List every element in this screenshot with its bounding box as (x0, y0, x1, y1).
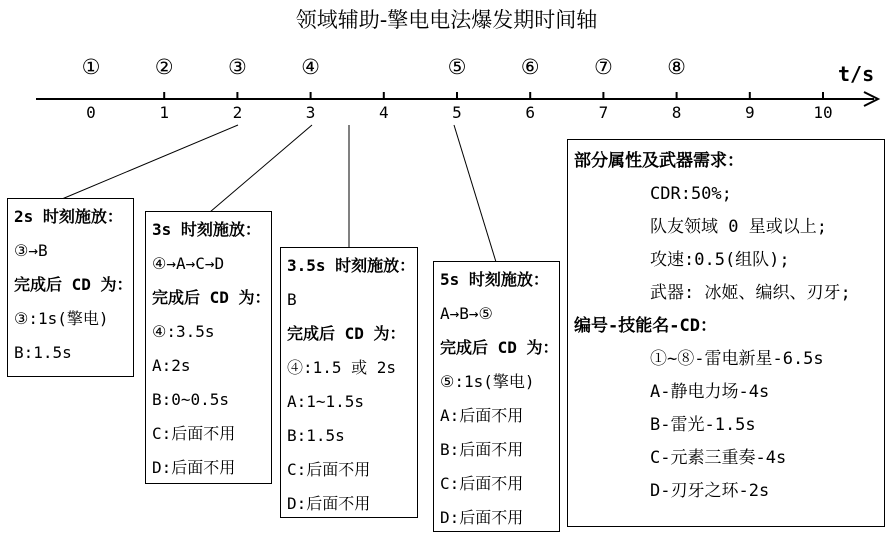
box-3-5s-line-2: 完成后 CD 为： (287, 324, 406, 343)
skill-item: C-元素三重奏-4s (650, 448, 787, 468)
box-5s (433, 261, 560, 532)
skill-item: ①~⑧-雷电新星-6.5s (650, 349, 824, 369)
box-5s-line-0: 5s 时刻施放： (440, 270, 549, 289)
tick-label: 1 (159, 103, 169, 122)
tick-label: 10 (813, 103, 833, 122)
box-5s-line-2: 完成后 CD 为： (440, 338, 559, 357)
skill-marker: ⑥ (520, 55, 540, 79)
tick-marks (164, 92, 823, 99)
skill-marker: ② (154, 55, 174, 79)
tick-label: 6 (525, 103, 535, 122)
connector-5s (454, 125, 496, 262)
box-3s-line-5: B:0~0.5s (152, 390, 230, 409)
box-5s-line-6: C:后面不用 (440, 474, 524, 493)
info-panel (567, 139, 885, 527)
skill-item: B-雷光-1.5s (650, 415, 756, 435)
box-5s-line-7: D:后面不用 (440, 508, 524, 527)
box-3-5s-line-5: B:1.5s (287, 426, 345, 445)
box-5s-line-1: A→B→⑤ (440, 304, 493, 323)
skill-marker: ⑤ (447, 55, 467, 79)
box-3-5s-line-4: A:1~1.5s (287, 392, 365, 411)
tick-label: 4 (378, 103, 389, 122)
skill-marker: ⑧ (667, 55, 686, 79)
attr-item: CDR:50%; (650, 184, 732, 204)
connector-3s (210, 125, 312, 212)
box-2s-line-4: B:1.5s (14, 343, 72, 362)
box-3-5s-line-6: C:后面不用 (287, 460, 371, 479)
box-3-5s (280, 247, 418, 518)
tick-label: 2 (232, 103, 243, 122)
box-3-5s-line-3: ④:1.5 或 2s (287, 358, 397, 377)
box-3s-line-3: ④:3.5s (152, 322, 215, 341)
attr-item: 攻速:0.5(组队); (650, 250, 790, 270)
box-3s-line-4: A:2s (152, 356, 191, 375)
tick-label: 9 (744, 103, 755, 122)
box-3-5s-line-7: D:后面不用 (287, 494, 371, 513)
connector-2s (62, 125, 238, 199)
box-3s-line-1: ④→A→C→D (152, 254, 225, 273)
skill-heading: 编号-技能名-CD： (574, 316, 717, 336)
attr-item: 队友领域 0 星或以上; (650, 217, 827, 237)
skill-marker: ③ (227, 55, 247, 79)
box-2s-line-1: ③→B (14, 241, 48, 260)
box-3s (145, 211, 272, 484)
tick-label: 7 (598, 103, 609, 122)
skill-marker: ④ (301, 55, 320, 79)
tick-label: 3 (305, 103, 316, 122)
attr-item: 武器: 冰姬、编织、刃牙; (650, 283, 851, 303)
tick-label: 8 (671, 103, 682, 122)
box-2s-line-3: ③:1s(擎电) (14, 309, 109, 328)
skill-item: A-静电力场-4s (650, 382, 770, 402)
box-5s-line-4: A:后面不用 (440, 406, 524, 425)
box-3-5s-line-0: 3.5s 时刻施放： (287, 256, 416, 275)
box-5s-line-5: B:后面不用 (440, 440, 524, 459)
box-3-5s-line-1: B (287, 290, 297, 309)
box-2s-line-0: 2s 时刻施放： (14, 207, 123, 226)
box-3s-line-7: D:后面不用 (152, 458, 236, 477)
box-3s-line-0: 3s 时刻施放： (152, 220, 261, 239)
tick-label: 5 (452, 103, 462, 122)
attr-heading: 部分属性及武器需求： (574, 151, 744, 171)
skill-marker: ① (81, 55, 101, 79)
skill-item: D-刃牙之环-2s (650, 481, 770, 501)
box-3s-line-2: 完成后 CD 为： (152, 288, 271, 307)
skill-marker: ⑦ (593, 55, 613, 79)
tick-label: 0 (86, 103, 96, 122)
box-5s-line-3: ⑤:1s(擎电) (440, 372, 535, 391)
diagram-title: 领域辅助-擎电电法爆发期时间轴 (295, 8, 598, 32)
box-2s-line-2: 完成后 CD 为： (14, 275, 133, 294)
box-2s (7, 198, 134, 377)
axis-unit: t/s (838, 62, 875, 86)
box-3s-line-6: C:后面不用 (152, 424, 236, 443)
